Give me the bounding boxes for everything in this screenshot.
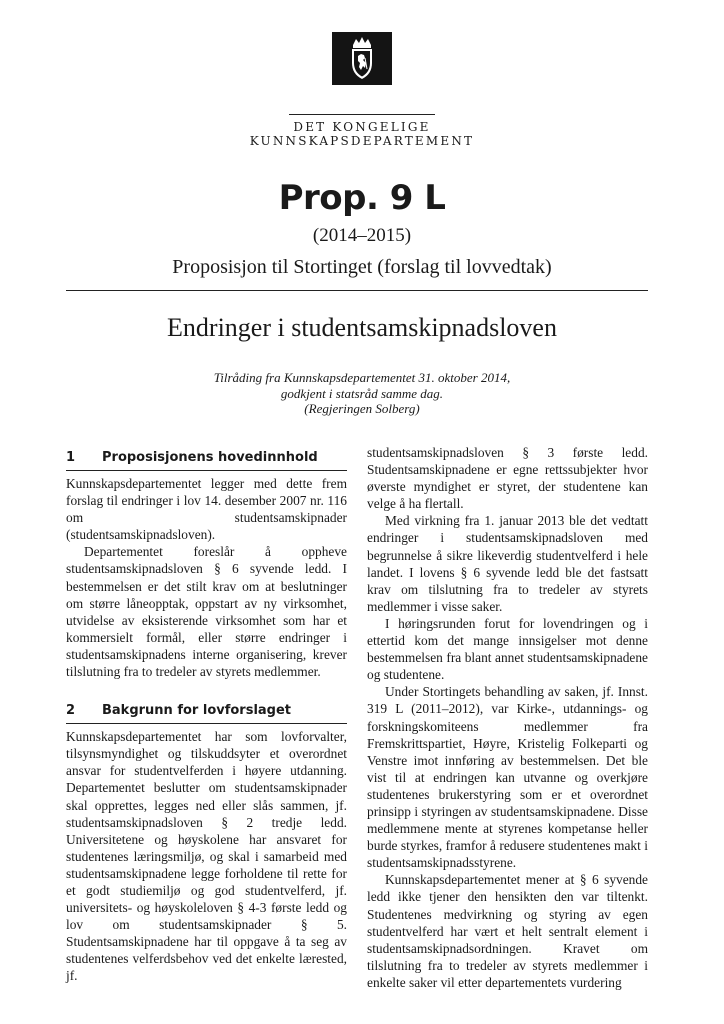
proposition-number: Prop. 9 L [278, 178, 446, 218]
department-name-line1: DET KONGELIGE [293, 120, 431, 134]
document-title: Endringer i studentsamskipnadsloven [167, 313, 557, 342]
paragraph: I høringsrunden forut for lovendringen og i ettertid kom det mange innsigelser mot denne bestemmelsen fra blant annet studentsamskipnadene og studentene. [367, 615, 648, 683]
norwegian-coat-of-arms-icon [332, 32, 392, 85]
section-number: 1 [66, 450, 76, 465]
letterhead [0, 32, 724, 148]
letterhead-divider [289, 114, 435, 115]
proposition-type: Proposisjon til Stortinget (forslag til lovvedtak) [172, 256, 552, 278]
paragraph: Kunnskapsdepartementet har som lovforvalter, tilsynsmyndighet og tilskuddsyter et overordnet ansvar for studentvelferden i høyere utdanning. Departementet beslutter om studentsamskipnader skal opprettes, legges ned eller slås sammen, jf. studentsamskipnadsloven § 2 tredje ledd. Universitetene og høyskolene har ansvaret for studentenes læringsmiljø, og skal i samarbeid med studentsamskipnadene legge forholdene til rette for et godt studiemiljø og god studentvelferd, jf. universitets- og høyskoleloven § 4-3 første ledd og lov om studentsamskipnader § 5. Studentsamskipnadene har til oppgave å ta seg av studentenes velferdsbehov ved det enkelte lærested, jf. [66, 729, 347, 984]
left-column [66, 447, 347, 985]
right-column [367, 444, 648, 991]
paragraph: Med virkning fra 1. januar 2013 ble det vedtatt endringer i studentsamskipnadsloven med begrunnelse å sikre likeverdig studentvelferd i hele landet. I lovens § 6 syvende ledd ble det fastsatt krav om tilslutning fra to tredeler av styrets medlemmer i visse saker. [367, 513, 648, 614]
approval-line-2: godkjent i statsråd samme dag. [280, 385, 444, 401]
paragraph: Departementet foreslår å oppheve studentsamskipnadsloven § 6 syvende ledd. I bestemmelsen er det stilt krav om at beslutninger om større låneopptak, oppstart av ny virksomhet, utvidelse av eksisterende virksomhet som har et kommersielt formål, eller større endringer i studentsamskipnadens interne organisering, krever tilslutning fra to tredeler av styrets medlemmer. [66, 544, 347, 680]
paragraph: Kunnskapsdepartementet mener at § 6 syvende ledd ikke tjener den hensikten den var tiltenkt. Studentenes medvirkning og styring av egen studentvelferd har vært et helt sentralt element i studentsamskipnadsordningen. Kravet om tilslutning fra to tredeler av styrets medlemmer i enkelte saker vil etter departementets vurdering [367, 872, 648, 990]
session-year: (2014–2015) [312, 225, 412, 246]
approval-line-1: Tilråding fra Kunnskapsdepartementet 31. oktober 2014, [213, 370, 511, 385]
section-title: Proposisjonens hovedinnhold [102, 450, 318, 465]
department-name-line2: KUNNSKAPSDEPARTEMENT [249, 134, 475, 148]
paragraph: Kunnskapsdepartementet legger med dette frem forslag til endringer i lov 14. desember 2007 nr. 116 om studentsamskipnader (studentsamskipnadsloven). [66, 476, 347, 543]
section-number: 2 [66, 703, 76, 719]
section-title: Bakgrunn for lovforslaget [102, 703, 292, 719]
section-heading-2 [66, 700, 347, 724]
approval-note [0, 370, 724, 417]
paragraph: studentsamskipnadsloven § 3 første ledd. Studentsamskipnadene er egne rettssubjekter hvor øverste myndighet er styret, der studentene kan velge å ha flertall. [367, 445, 648, 512]
title-divider [66, 290, 648, 291]
paragraph: Under Stortingets behandling av saken, jf. Innst. 319 L (2011–2012), var Kirke-, utdannings- og forskningskomiteens medlemmer fra Fremskrittspartiet, Høyre, Kristelig Folkeparti og Venstre imot innføring av bestemmelsen. Det ble vist til at endringen kan utvanne og overkjøre studentenes brukerstyring som er et overordnet prinsipp i styringen av studentsamskipnadene. Disse medlemmene mente at styrenes kompetanse heller burde styrkes, framfor å redusere studentenes makt i studentsamskipnadsstyrene. [367, 684, 648, 871]
approval-line-3: (Regjeringen Solberg) [304, 401, 420, 416]
section-heading-1 [66, 447, 347, 471]
